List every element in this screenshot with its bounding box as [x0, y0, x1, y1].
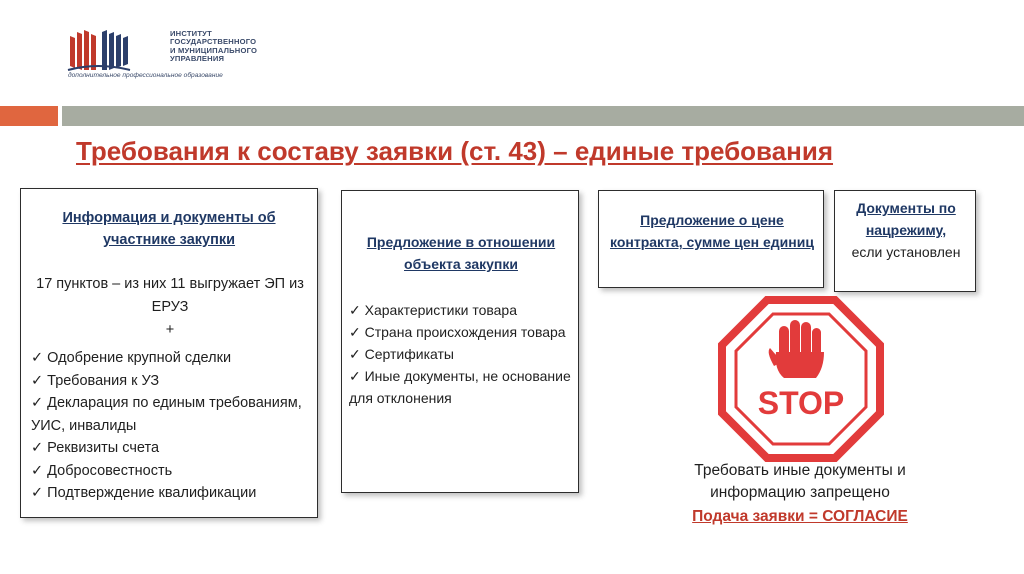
book-logo-icon	[66, 26, 162, 72]
stop-hand-icon	[718, 296, 884, 462]
list-item: ✓ Подтверждение квалификации	[31, 485, 257, 501]
national-regime-box	[834, 190, 976, 292]
consent-text: Подача заявки = СОГЛАСИЕ	[692, 508, 908, 525]
national-regime-heading: Документы по нацрежиму,	[856, 200, 956, 238]
list-item: ✓ Страна происхождения товара	[349, 324, 566, 340]
list-item: ✓ Одобрение крупной сделки	[31, 350, 232, 366]
object-proposal-list	[349, 299, 573, 409]
national-regime-note: если установлен	[851, 244, 961, 260]
price-proposal-heading: Предложение о цене контракта, сумме цен единиц	[610, 212, 814, 250]
plus-sign: +	[165, 322, 175, 338]
object-proposal-box	[341, 190, 579, 493]
summary-text: 17 пунктов – из них 11 выгружает ЭП из ЕРУЗ	[36, 276, 304, 315]
list-item: ✓ Иные документы, не основание для отклонения	[349, 368, 571, 406]
logo-line-4: УПРАВЛЕНИЯ	[170, 54, 225, 64]
participant-info-box	[20, 188, 318, 518]
participant-info-heading: Информация и документы об участнике закупки	[62, 210, 276, 248]
accent-bar-gray	[62, 106, 1024, 126]
list-item: ✓ Сертификаты	[349, 346, 454, 362]
list-item: ✓ Реквизиты счета	[31, 440, 160, 456]
list-item: ✓ Характеристики товара	[349, 302, 517, 318]
prohibition-text: Требовать иные документы и информацию запрещено	[694, 462, 906, 501]
participant-info-list	[31, 347, 319, 505]
price-proposal-box	[598, 190, 824, 288]
institute-logo	[66, 26, 306, 82]
list-item: ✓ Декларация по единым требованиям, УИС, инвалиды	[31, 395, 302, 434]
accent-bar-red	[0, 106, 58, 126]
logo-subtitle: дополнительное профессиональное образование	[68, 72, 223, 79]
logo-text	[170, 30, 310, 64]
slide-title: Требования к составу заявки (ст. 43) – единые требования	[76, 136, 834, 166]
participant-info-summary	[27, 273, 313, 342]
logo-line-2: ГОСУДАРСТВЕННОГО	[170, 37, 257, 47]
logo-line-1: ИНСТИТУТ	[170, 29, 212, 38]
list-item: ✓ Требования к УЗ	[31, 372, 160, 389]
object-proposal-heading: Предложение в отношении объекта закупки	[366, 234, 556, 272]
list-item: ✓ Добросовестность	[31, 462, 173, 479]
logo-line-3: И МУНИЦИПАЛЬНОГО	[170, 45, 258, 55]
stop-text: STOP	[757, 385, 845, 421]
